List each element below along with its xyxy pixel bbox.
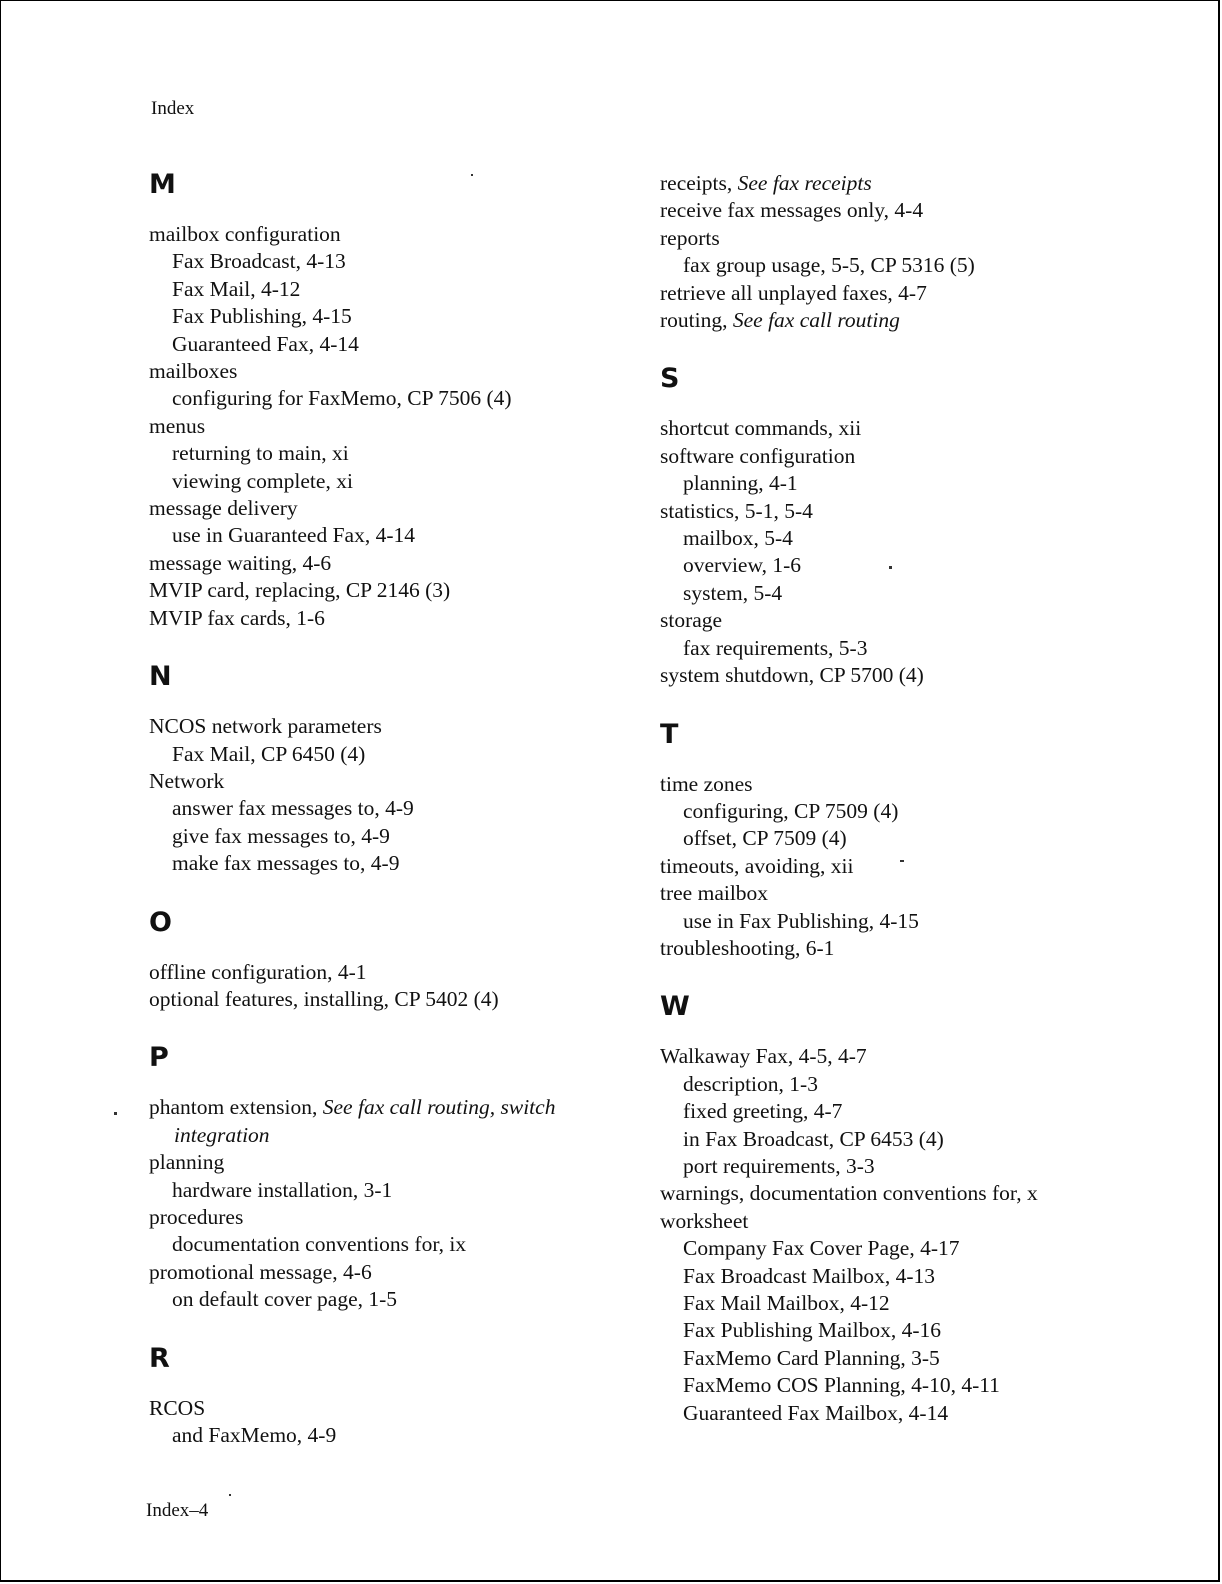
index-entry [149,495,619,522]
entry-text: optional features, installing, CP 5402 (4) [149,986,499,1011]
index-column-right [660,170,1130,1455]
entry-text: viewing complete, xi [172,468,353,493]
index-subentry [660,470,1130,497]
entry-text: offline configuration, 4-1 [149,959,367,984]
index-entry [660,225,1130,252]
entry-text: retrieve all unplayed faxes, 4-7 [660,280,927,305]
index-subentry [660,1290,1130,1317]
entry-text: timeouts, avoiding, xii [660,853,854,878]
index-subentry [149,522,619,549]
section-letter-heading: S [660,363,680,395]
entry-text: procedures [149,1204,244,1229]
index-subentry [149,1422,619,1449]
entry-text: system, 5-4 [683,580,783,605]
index-entry [149,1259,619,1286]
section-letter-heading: R [149,1342,170,1374]
entry-text: Walkaway Fax, 4-5, 4-7 [660,1044,867,1069]
index-entry [149,221,619,248]
index-entry [149,1149,619,1176]
page-number: Index–4 [146,1500,209,1521]
section-letter-heading: W [660,991,690,1023]
entry-text: worksheet [660,1208,749,1233]
entry-text: use in Fax Publishing, 4-15 [683,908,919,933]
index-subentry [660,798,1130,825]
entry-text: mailbox configuration [149,222,341,246]
entry-text: RCOS [149,1395,206,1420]
entry-text: give fax messages to, 4-9 [172,823,390,848]
index-entry [660,1180,1130,1207]
entry-text: Company Fax Cover Page, 4-17 [683,1236,960,1261]
entry-text: Fax Mail Mailbox, 4-12 [683,1291,890,1315]
see-reference: See fax call routing [732,308,900,333]
entry-text: Fax Mail, 4-12 [172,276,301,301]
section-letter-heading: M [149,169,176,200]
index-entry [149,550,619,577]
index-entry-continuation [149,1122,619,1149]
entry-text: fixed greeting, 4-7 [683,1099,843,1124]
scan-speck [114,1112,117,1115]
entry-text: in Fax Broadcast, CP 6453 (4) [683,1126,944,1151]
index-entry [660,443,1130,470]
index-section [149,1041,619,1313]
entry-text: use in Guaranteed Fax, 4-14 [172,523,415,548]
index-entry [660,170,1130,197]
index-section [149,168,619,632]
see-reference: See fax receipts [737,171,872,195]
index-subentry [660,1153,1130,1180]
entry-text: Network [149,768,225,793]
entry-text: MVIP card, replacing, CP 2146 (3) [149,578,451,603]
entry-text: make fax messages to, 4-9 [172,851,400,876]
index-entry [660,935,1130,962]
index-section [660,718,1130,963]
entry-text: configuring, CP 7509 (4) [683,798,899,823]
index-subentry [660,1126,1130,1153]
index-entry [149,577,619,604]
entry-text: warnings, documentation conventions for, x [660,1181,1038,1206]
entry-text: phantom extension, [149,1095,323,1120]
section-letter-heading: P [149,1042,169,1074]
index-subentry [149,741,619,768]
index-subentry [149,276,619,303]
index-subentry [149,1177,619,1204]
entry-text: fax group usage, 5-5, CP 5316 (5) [683,253,975,278]
entry-text: Fax Mail, CP 6450 (4) [172,741,366,766]
index-subentry [660,1071,1130,1098]
entry-text: software configuration [660,443,856,468]
entry-text: Fax Publishing Mailbox, 4-16 [683,1318,942,1343]
index-entry [660,1208,1130,1235]
entry-text: FaxMemo COS Planning, 4-10, 4-11 [683,1373,1000,1398]
index-subentry [149,1231,619,1258]
entry-text: configuring for FaxMemo, CP 7506 (4) [172,386,512,411]
index-entry [660,853,1130,880]
index-entry [660,197,1130,224]
index-subentry [660,825,1130,852]
index-entry [660,280,1130,307]
index-entry [149,768,619,795]
entry-text: shortcut commands, xii [660,416,862,441]
index-subentry [149,331,619,358]
index-entry [660,498,1130,525]
entry-text: Fax Broadcast, 4-13 [172,249,346,274]
entry-text: FaxMemo Card Planning, 3-5 [683,1345,940,1370]
index-entry [660,1043,1130,1070]
index-entry [149,1395,619,1422]
entry-text: mailbox, 5-4 [683,526,793,551]
entry-text: NCOS network parameters [149,714,382,739]
running-head: Index [151,98,195,119]
entry-text: planning [149,1150,225,1175]
index-subentry [660,1098,1130,1125]
entry-text: Guaranteed Fax, 4-14 [172,331,359,356]
index-entry [149,959,619,986]
entry-text: planning, 4-1 [683,471,798,496]
index-entry [660,607,1130,634]
index-section [149,906,619,1014]
entry-text: answer fax messages to, 4-9 [172,796,414,821]
index-subentry [660,635,1130,662]
index-subentry [660,1345,1130,1372]
index-section [660,362,1130,689]
scan-speck [229,1494,231,1496]
index-subentry [660,252,1130,279]
entry-text: MVIP fax cards, 1-6 [149,605,325,630]
index-subentry [149,850,619,877]
index-subentry [149,303,619,330]
entry-text: and FaxMemo, 4-9 [172,1423,337,1447]
entry-text: Guaranteed Fax Mailbox, 4-14 [683,1400,949,1425]
entry-text: documentation conventions for, ix [172,1232,467,1257]
index-subentry [660,1235,1130,1262]
entry-text: description, 1-3 [683,1071,818,1096]
index-subentry [660,1317,1130,1344]
entry-text: reports [660,225,720,250]
index-entry [660,771,1130,798]
section-letter-heading: O [149,906,172,938]
index-subentry [149,823,619,850]
index-subentry [660,1400,1130,1427]
index-entry [149,413,619,440]
entry-text: menus [149,413,206,438]
index-section [660,170,1130,334]
index-subentry [660,525,1130,552]
entry-text: on default cover page, 1-5 [172,1287,398,1312]
index-subentry [660,580,1130,607]
index-subentry [149,385,619,412]
index-subentry [149,440,619,467]
entry-text: message waiting, 4-6 [149,550,332,575]
entry-text: time zones [660,771,753,796]
index-entry [660,307,1130,334]
section-letter-heading: N [149,661,172,693]
index-column-left [149,168,619,1477]
index-section [149,660,619,877]
index-subentry [149,795,619,822]
entry-text: offset, CP 7509 (4) [683,826,847,851]
entry-text: routing, [660,308,733,333]
entry-text: mailboxes [149,359,238,384]
index-subentry [149,468,619,495]
entry-text: system shutdown, CP 5700 (4) [660,663,924,688]
entry-text: message delivery [149,496,298,521]
index-entry [660,662,1130,689]
index-subentry [660,908,1130,935]
entry-text: receipts, [660,171,738,195]
entry-text: receive fax messages only, 4-4 [660,198,924,223]
entry-text: overview, 1-6 [683,553,802,578]
index-entry [149,358,619,385]
index-subentry [660,1372,1130,1399]
index-subentry [149,1286,619,1313]
index-entry [149,1094,619,1121]
entry-text: fax requirements, 5-3 [683,635,868,660]
entry-text: statistics, 5-1, 5-4 [660,498,813,523]
index-entry [660,415,1130,442]
index-section [149,1342,619,1450]
scan-speck [900,860,904,862]
index-subentry [149,248,619,275]
index-entry [149,713,619,740]
index-entry [149,986,619,1013]
entry-text: troubleshooting, 6-1 [660,935,835,960]
see-reference: See fax call routing, switch [322,1095,556,1120]
index-entry [149,1204,619,1231]
entry-text: storage [660,608,723,633]
index-subentry [660,552,1130,579]
entry-text: port requirements, 3-3 [683,1153,875,1178]
see-reference: integration [174,1122,270,1147]
entry-text: tree mailbox [660,881,769,906]
entry-text: hardware installation, 3-1 [172,1177,393,1202]
scan-speck [889,566,892,569]
index-subentry [660,1263,1130,1290]
index-section [660,990,1130,1427]
entry-text: promotional message, 4-6 [149,1259,372,1284]
index-entry [149,605,619,632]
section-letter-heading: T [660,718,679,750]
entry-text: Fax Broadcast Mailbox, 4-13 [683,1263,935,1288]
entry-text: returning to main, xi [172,441,349,466]
scan-speck [471,174,473,176]
entry-text: Fax Publishing, 4-15 [172,304,352,329]
index-entry [660,880,1130,907]
